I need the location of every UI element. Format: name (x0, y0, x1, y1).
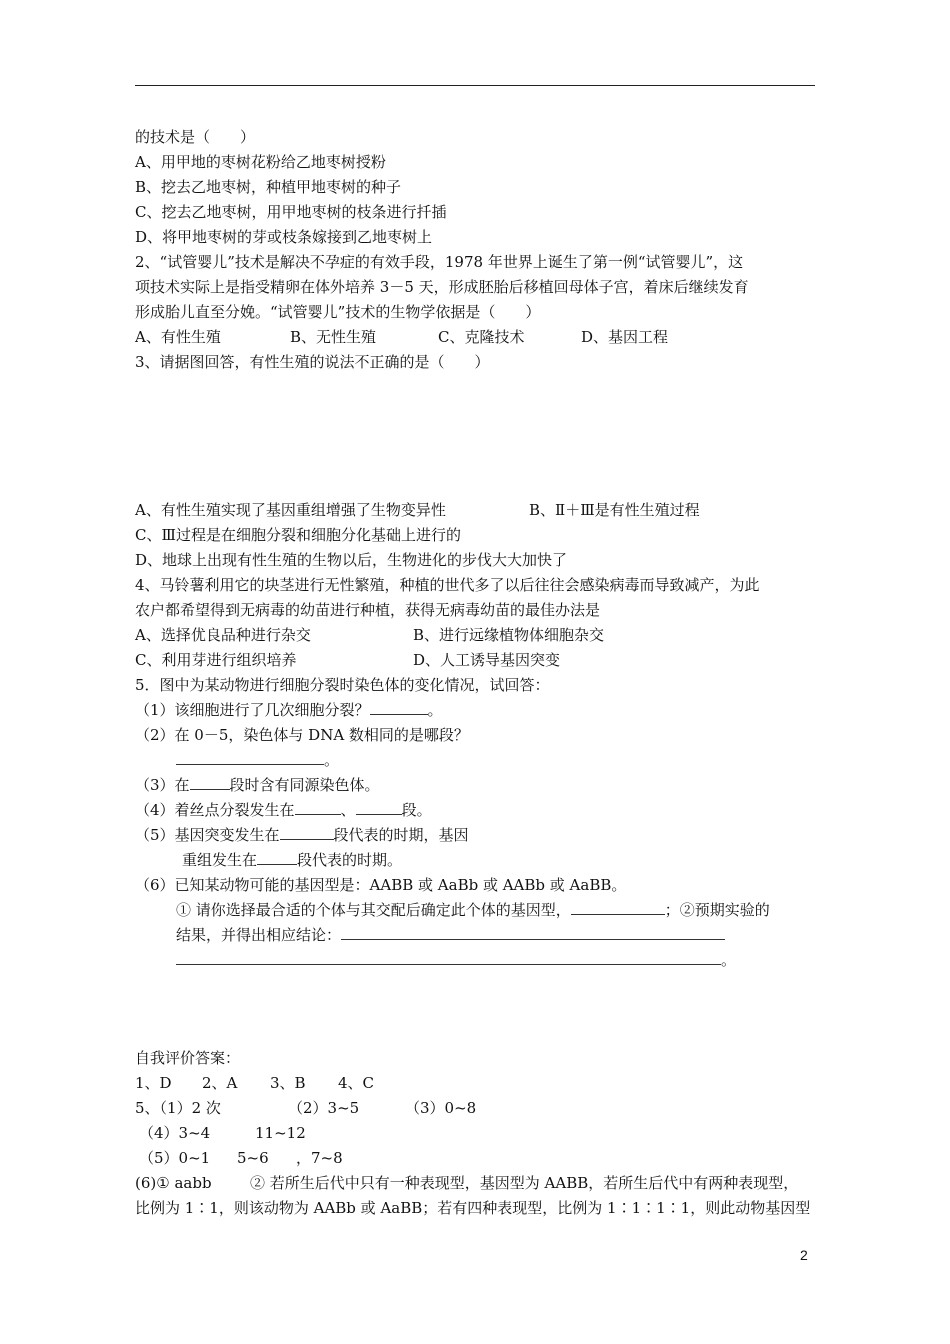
answer-blank[interactable] (257, 850, 297, 865)
q2-option-a: A、有性生殖 (135, 328, 221, 346)
answer-blank[interactable] (356, 800, 402, 815)
q5-sub6-end: 。 (721, 951, 737, 969)
q5-sub4-text-a: （4）着丝点分裂发生在 (135, 801, 295, 819)
q5-sub3-text-b: 段时含有同源染色体。 (229, 776, 380, 794)
q5-sub6-text-b: ；②预期实验的 (664, 901, 770, 919)
q5-stem: 5．图中为某动物进行细胞分裂时染色体的变化情况，试回答： (135, 676, 550, 694)
answer-5-5c: ，7~8 (296, 1149, 343, 1167)
q5-sub5-cont (182, 850, 402, 870)
q2-line2: 项技术实际上是指受精卵在体外培养 3－5 天，形成胚胎后移植回母体子宫，着床后继续发育 (135, 278, 749, 296)
q5-sub4-text-b: 、 (340, 801, 356, 819)
answer-blank[interactable] (190, 775, 230, 790)
answer-blank[interactable] (176, 750, 324, 765)
q5-sub5-text-d: 段代表的时期。 (297, 851, 403, 869)
answer-5-2: （2）3~5 (288, 1099, 360, 1117)
q1-option-b: B、挖去乙地枣树，种植甲地枣树的种子 (135, 178, 402, 196)
answer-4: 4、C (338, 1074, 375, 1092)
q3-option-d: D、地球上出现有性生殖的生物以后，生物进化的步伐大大加快了 (135, 551, 568, 569)
q5-sub4 (135, 800, 432, 820)
q5-sub3 (135, 775, 380, 795)
answer-5-4b: 11~12 (255, 1124, 306, 1142)
q2-option-c: C、克隆技术 (438, 328, 525, 346)
q5-sub5 (135, 825, 469, 845)
answer-5-5a: （5）0~1 (139, 1149, 211, 1167)
answer-5-5b: 5~6 (237, 1149, 269, 1167)
q3-option-c: C、Ⅲ过程是在细胞分裂和细胞分化基础上进行的 (135, 526, 461, 544)
answer-blank[interactable] (176, 950, 721, 965)
q5-sub1 (135, 700, 443, 720)
q2-line3: 形成胎儿直至分娩。“试管婴儿”技术的生物学依据是（ ） (135, 303, 541, 321)
q5-sub5-text-c: 重组发生在 (182, 851, 258, 869)
q4-option-d: D、人工诱导基因突变 (413, 651, 561, 669)
answer-blank[interactable] (370, 700, 428, 715)
q2-option-b: B、无性生殖 (290, 328, 377, 346)
answer-3: 3、B (270, 1074, 306, 1092)
answer-5-3: （3）0~8 (405, 1099, 477, 1117)
answer-5-6b: ② 若所生后代中只有一种表现型，基因型为 AABB，若所生后代中有两种表现型， (250, 1174, 799, 1192)
q5-sub6: （6）已知某动物可能的基因型是：AABB 或 AaBb 或 AABb 或 AaBB。 (135, 876, 627, 894)
q4-option-c: C、利用芽进行组织培养 (135, 651, 297, 669)
q4-line1: 4、马铃薯利用它的块茎进行无性繁殖，种植的世代多了以后往往会感染病毒而导致减产，为此 (135, 576, 760, 594)
q5-sub6-part1 (176, 900, 770, 920)
q2-line1: 2、“试管婴儿”技术是解决不孕症的有效手段，1978 年世界上诞生了第一例“试管婴儿”，这 (135, 253, 744, 271)
answer-1: 1、D (135, 1074, 172, 1092)
answer-blank[interactable] (341, 925, 725, 940)
header-rule (135, 85, 815, 86)
q1-option-c: C、挖去乙地枣树，用甲地枣树的枝条进行扦插 (135, 203, 447, 221)
q5-sub1-text: （1）该细胞进行了几次细胞分裂？ (135, 701, 370, 719)
q5-sub6-part3 (176, 950, 736, 970)
q5-sub2-answer (176, 750, 339, 770)
q5-sub6-text-c: 结果，并得出相应结论： (176, 926, 342, 944)
answer-2: 2、A (202, 1074, 238, 1092)
q5-sub6-part2 (176, 925, 725, 945)
answer-blank[interactable] (571, 900, 665, 915)
q4-option-a: A、选择优良品种进行杂交 (135, 626, 311, 644)
q5-sub3-text-a: （3）在 (135, 776, 190, 794)
q1-option-d: D、将甲地枣树的芽或枝条嫁接到乙地枣树上 (135, 228, 433, 246)
answer-5-4a: （4）3~4 (139, 1124, 211, 1142)
answer-5-6c: 比例为 1∶1，则该动物为 AABb 或 AaBB；若有四种表现型，比例为 1∶1∶1∶1，则此动物基因型 (135, 1199, 811, 1217)
answer-blank[interactable] (280, 825, 334, 840)
q3-option-a: A、有性生殖实现了基因重组增强了生物变异性 (135, 501, 446, 519)
q5-sub5-text-b: 段代表的时期，基因 (333, 826, 469, 844)
page-number: 2 (800, 1247, 808, 1263)
q5-sub5-text-a: （5）基因突变发生在 (135, 826, 280, 844)
answer-blank[interactable] (295, 800, 341, 815)
q5-sub4-text-c: 段。 (401, 801, 432, 819)
q5-sub2: （2）在 0－5，染色体与 DNA 数相同的是哪段？ (135, 726, 469, 744)
q2-option-d: D、基因工程 (581, 328, 669, 346)
answer-5-6a: (6)① aabb (135, 1174, 212, 1192)
q3-option-b: B、Ⅱ＋Ⅲ是有性生殖过程 (529, 501, 700, 519)
answer-5-1: 5、（1）2 次 (135, 1099, 221, 1117)
q5-sub1-end: 。 (427, 701, 443, 719)
q4-line2: 农户都希望得到无病毒的幼苗进行种植，获得无病毒幼苗的最佳办法是 (135, 601, 601, 619)
answers-title: 自我评价答案： (135, 1049, 241, 1067)
q3-stem: 3、请据图回答，有性生殖的说法不正确的是（ ） (135, 353, 490, 371)
q1-stem: 的技术是（ ） (135, 128, 256, 146)
q5-sub6-text-a: ① 请你选择最合适的个体与其交配后确定此个体的基因型， (176, 901, 571, 919)
q1-option-a: A、用甲地的枣树花粉给乙地枣树授粉 (135, 153, 386, 171)
q5-sub2-end: 。 (324, 751, 340, 769)
q4-option-b: B、进行远缘植物体细胞杂交 (413, 626, 605, 644)
